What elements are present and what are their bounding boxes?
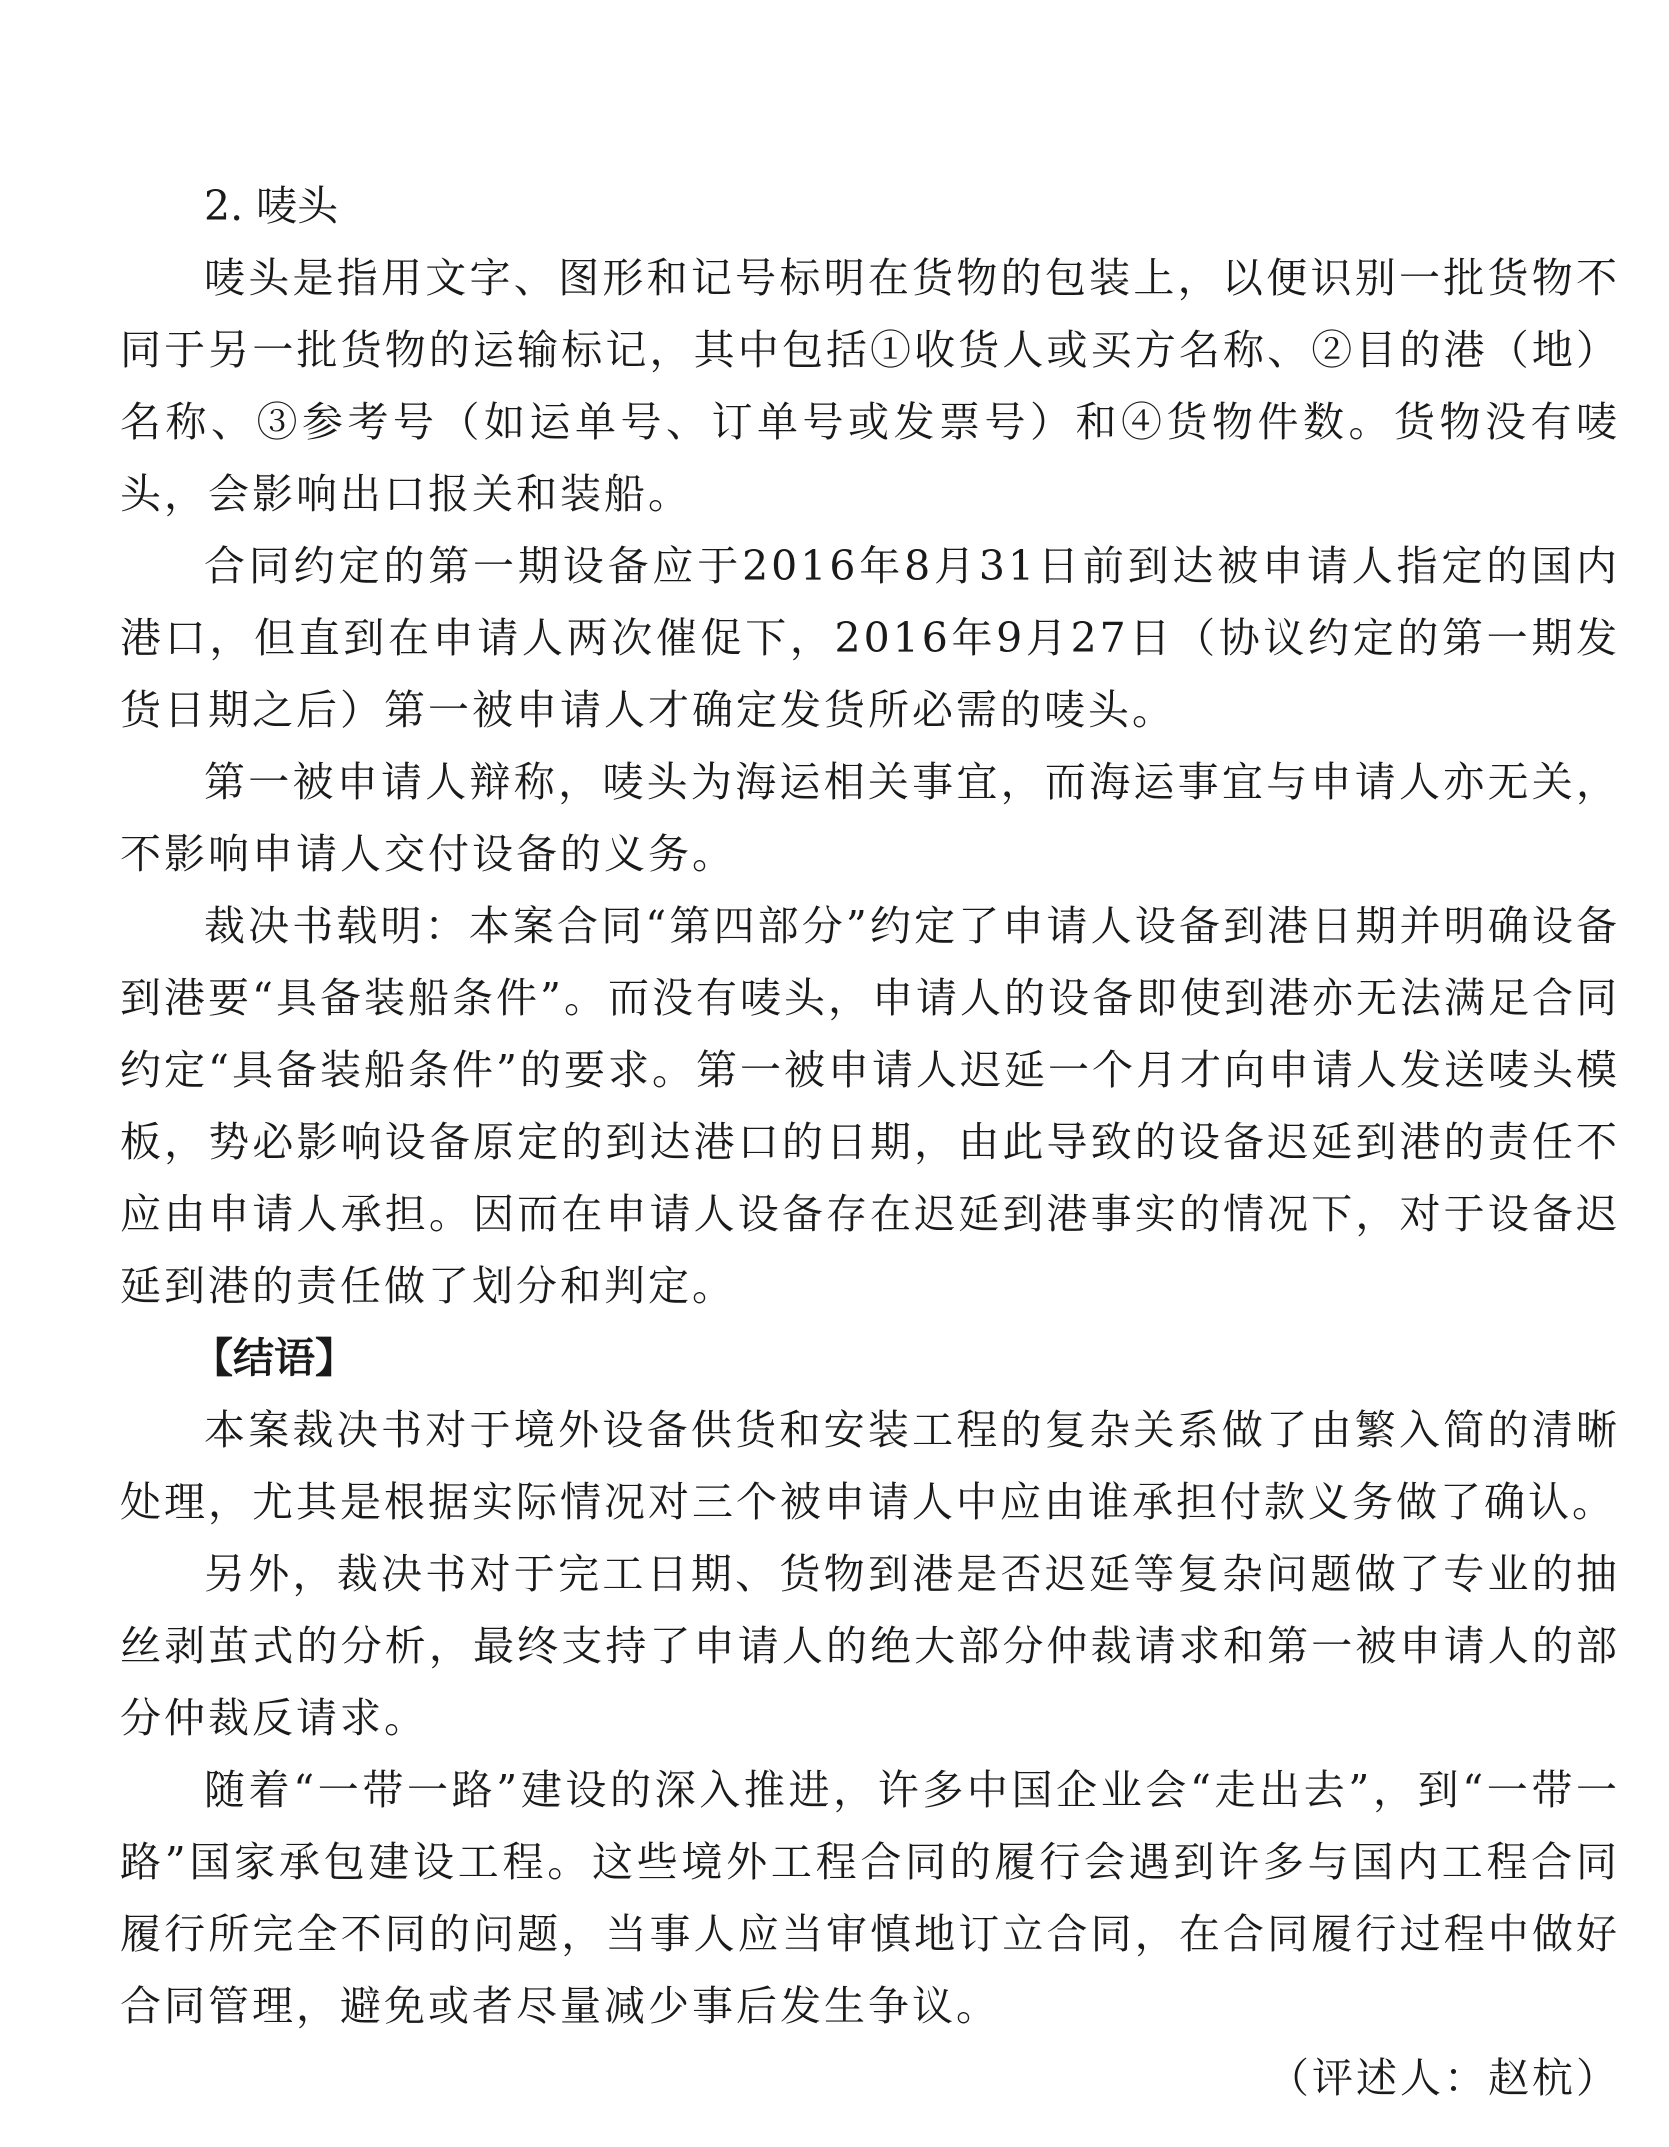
paragraph-conclusion-3: 随着“一带一路”建设的深入推进，许多中国企业会“走出去”，到“一带一路”国家承包建设工程。这些境外工程合同的履行会遇到许多与国内工程合同履行所完全不同的问题，当事人应当审慎地订立合同，在合同履行过程中做好合同管理，避免或者尽量减少事后发生争议。 xyxy=(120,1766,1620,2030)
paragraph-respondent-argument: 第一被申请人辩称，唛头为海运相关事宜，而海运事宜与申请人亦无关，不影响申请人交付设备的义务。 xyxy=(120,758,1620,878)
paragraph-conclusion-1: 本案裁决书对于境外设备供货和安装工程的复杂关系做了由繁入简的清晰处理，尤其是根据实际情况对三个被申请人中应由谁承担付款义务做了确认。 xyxy=(120,1406,1620,1526)
paragraph-award-finding: 裁决书载明：本案合同“第四部分”约定了申请人设备到港日期并明确设备到港要“具备装船条件”。而没有唛头，申请人的设备即使到港亦无法满足合同约定“具备装船条件”的要求。第一被申请人迟延一个月才向申请人发送唛头模板，势必影响设备原定的到达港口的日期，由此导致的设备迟延到港的责任不应由申请人承担。因而在申请人设备存在迟延到港事实的情况下，对于设备迟延到港的责任做了划分和判定。 xyxy=(120,902,1620,1310)
section-heading: 2. 唛头 xyxy=(204,182,339,230)
paragraph-first-delivery: 合同约定的第一期设备应于2016年8月31日前到达被申请人指定的国内港口，但直到在申请人两次催促下，2016年9月27日（协议约定的第一期发货日期之后）第一被申请人才确定发货所必需的唛头。 xyxy=(120,542,1620,734)
conclusion-heading: 【结语】 xyxy=(192,1334,356,1382)
document-page xyxy=(120,170,1620,2114)
reviewer-signature: （评述人：赵杭） xyxy=(1268,2054,1620,2102)
paragraph-conclusion-2: 另外，裁决书对于完工日期、货物到港是否迟延等复杂问题做了专业的抽丝剥茧式的分析，最终支持了申请人的绝大部分仲裁请求和第一被申请人的部分仲裁反请求。 xyxy=(120,1550,1620,1742)
paragraph-shipping-marks-definition: 唛头是指用文字、图形和记号标明在货物的包装上，以便识别一批货物不同于另一批货物的运输标记，其中包括①收货人或买方名称、②目的港（地）名称、③参考号（如运单号、订单号或发票号）和④货物件数。货物没有唛头，会影响出口报关和装船。 xyxy=(120,254,1620,518)
